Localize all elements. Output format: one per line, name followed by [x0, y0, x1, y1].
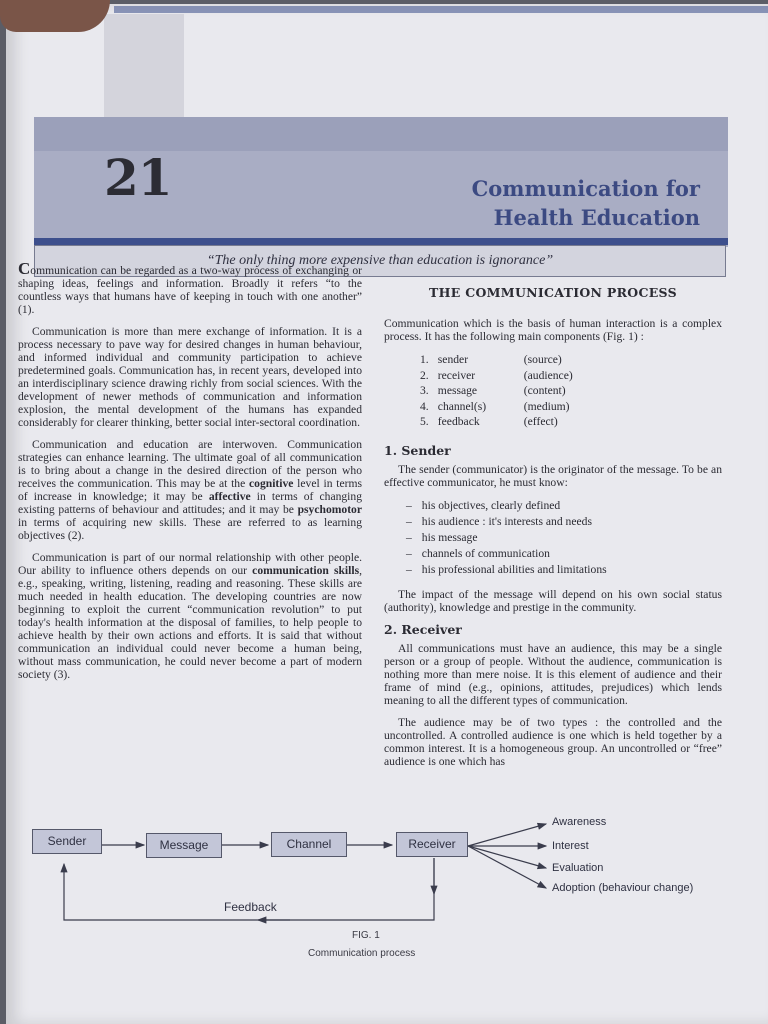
section-heading-process: THE COMMUNICATION PROCESS [429, 285, 677, 300]
list-item: – channels of communication [406, 546, 722, 562]
audience-text: The audience may be of two types : the controlled and the uncontrolled. A controlled audience is one which is held together by a common interest. It is a homogeneous group. An uncontrolled or “free” audience is one which has [384, 715, 722, 768]
item-term: receiver [437, 368, 476, 382]
item-alt: (content) [523, 384, 566, 398]
term-affective: affective [208, 490, 251, 503]
channel-box: Channel [271, 832, 347, 857]
list-item: – his professional abilities and limitations [406, 562, 722, 578]
list-item [420, 352, 722, 368]
outcome-evaluation: Evaluation [552, 862, 604, 874]
drop-cap: C [18, 259, 31, 278]
item-alt: (source) [523, 353, 562, 366]
item-num: 2. [420, 368, 429, 382]
thumb [0, 0, 110, 32]
item-term: sender [437, 353, 469, 366]
item-num: 1. [420, 353, 429, 366]
list-item: – his audience : it's interests and needs [406, 514, 722, 530]
outcome-adoption: Adoption (behaviour change) [552, 882, 694, 894]
list-item: – his objectives, clearly defined [406, 498, 722, 514]
list-item [420, 414, 722, 430]
chapter-quote: “The only thing more expensive than education is ignorance” [34, 245, 726, 277]
list-item: – his message [406, 530, 722, 546]
item-alt: (medium) [523, 399, 570, 413]
right-column [384, 276, 722, 777]
figure-caption: Communication process [308, 948, 416, 959]
receiver-text: All communications must have an audience, this may be a single person or a group of people. Without the audience, communication is nothing more than mere noise. It is this element of audience and their frame of mind (e.g., opinions, attitudes, prejudices) which lends meaning to all the different types of communication. [384, 641, 722, 707]
figure-number: FIG. 1 [352, 930, 380, 941]
item-alt: (audience) [523, 368, 573, 382]
component-list [420, 352, 722, 430]
term-psychomotor: psychomotor [297, 503, 362, 516]
sender-box: Sender [32, 829, 102, 854]
list-item [420, 368, 722, 384]
sender-impact: The impact of the message will depend on his own social status (authority), knowledge and prestige in the community. [384, 587, 722, 614]
p4-text-b: , e.g., speaking, writing, listening, reading and reasoning. These skills are much needed in health education. The developing countries are now beginning to exploit the current “communication revolution” to put today's health information at the disposal of families, to help people to achieve health by their own actions and efforts. It is said that without communication an individual could never become a human being, without mass communication, he could never become a part of modern society (3). [18, 564, 362, 681]
chapter-number: 21 [104, 148, 172, 207]
paragraph-2: Communication is more than mere exchange of information. It is a process necessary to pave way for desired changes in human behaviour, and informed individual and community participation to achieve predetermined goals. Communication has, in recent years, developed into an interdisciplinary science drawing richly from social sciences. With the development of newer methods of communication and information explosion, the mental development of the humans has expanded considerably for clearer thinking, better social inter-sectoral coordination. [18, 325, 362, 429]
top-rule [114, 6, 768, 13]
item-term: message [437, 384, 478, 398]
receiver-heading: 2. Receiver [384, 621, 462, 637]
term-communication-skills: communication skills [252, 564, 360, 577]
item-num: 4. [420, 399, 429, 413]
chapter-title [472, 174, 700, 232]
item-term: channel(s) [437, 399, 487, 413]
paragraph-4 [18, 551, 362, 681]
p3-text-d: in terms of acquiring new skills. These are referred to as learning objectives (2). [18, 516, 362, 542]
chapter-title-line2: Health Education [493, 205, 700, 230]
feedback-label: Feedback [224, 900, 277, 914]
p3-text-c: in terms of changing existing patterns of behaviour and attitudes; and it may be [18, 490, 362, 516]
message-box: Message [146, 833, 222, 858]
left-column [18, 259, 362, 690]
list-item [420, 399, 722, 415]
outcome-awareness: Awareness [552, 816, 607, 828]
list-item [420, 383, 722, 399]
paragraph-1-text: ommunication can be regarded as a two-way process of exchanging or shaping ideas, feelings and information. Broadly it refers “to the countless ways that humans have of keeping in touch with one another” (1). [18, 264, 362, 316]
p3-text-a: Communication and education are interwoven. Communication strategies can enhance learning. The ultimate goal of all communication is to bring about a change in the desired direction of the person who receives the communication. This may be at the [18, 438, 362, 490]
chapter-title-line1: Communication for [471, 176, 700, 201]
item-num: 3. [420, 384, 429, 398]
header-rule [34, 238, 728, 245]
p4-text-a: Communication is part of our normal relationship with other people. Our ability to influence others depends on our [18, 551, 362, 577]
sender-heading: 1. Sender [384, 442, 451, 458]
term-cognitive: cognitive [249, 477, 294, 490]
p3-text-b: level in terms of increase in knowledge; it may be [18, 477, 362, 503]
process-intro: Communication which is the basis of human interaction is a complex process. It has the following main components (Fig. 1) : [384, 317, 722, 343]
sender-list [406, 498, 722, 578]
item-term: feedback [437, 415, 480, 429]
paragraph-1 [18, 259, 362, 316]
paragraph-3 [18, 438, 362, 542]
outcome-interest: Interest [552, 840, 589, 852]
sender-text: The sender (communicator) is the originator of the message. To be an effective communicator, he must know: [384, 462, 722, 489]
chapter-header-shade [34, 117, 728, 151]
receiver-box: Receiver [396, 832, 468, 857]
item-alt: (effect) [523, 415, 558, 429]
item-num: 5. [420, 415, 429, 429]
